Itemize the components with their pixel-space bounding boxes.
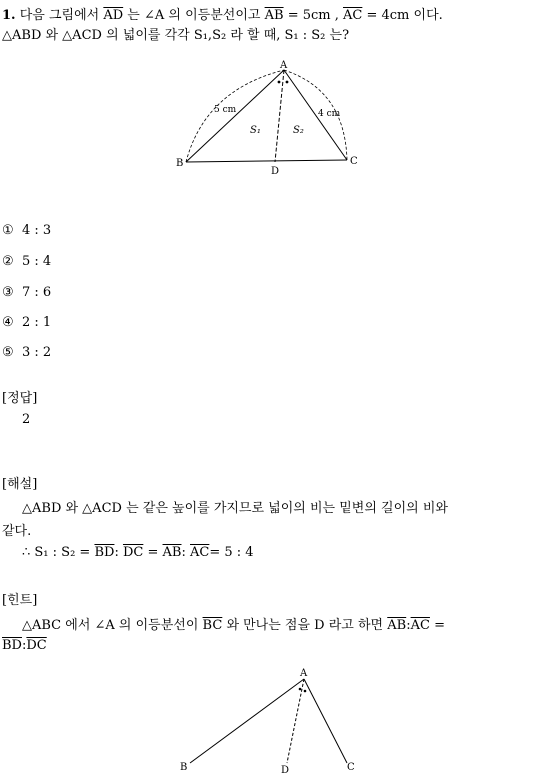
segment-bd: $\overline{BD}$: [94, 545, 115, 560]
problem-text: 다음 그림에서: [19, 8, 100, 23]
choice-text: 5 : 4: [22, 254, 52, 269]
choice-mark: ①: [2, 223, 14, 238]
bisector-ad-2: [287, 679, 304, 763]
segment-bd: $\overline{BD}$: [2, 638, 22, 653]
choice-3[interactable]: [2, 285, 51, 300]
angle-mark: [278, 81, 281, 84]
problem-line-2: △ABD 와 △ACD 의 넓이를 각각 S₁,S₂ 라 할 때, S₁ : S₂ 는?: [2, 28, 350, 43]
hint-line-1: [22, 614, 445, 633]
segment-ab: $\overline{AB}$: [162, 545, 182, 560]
segment-dc: $\overline{DC}$: [122, 545, 144, 560]
angle-mark: [304, 690, 307, 693]
vertex-a-label: A: [280, 60, 288, 71]
explanation-label: [해설]: [2, 477, 38, 492]
segment-ab: $\overline{AB}$: [387, 618, 407, 633]
s2-label: S₂: [293, 125, 304, 136]
choice-mark: ③: [2, 285, 14, 300]
segment-ab: $\overline{AB}$: [264, 8, 284, 23]
segment-dc: $\overline{DC}$: [26, 638, 47, 653]
vertex-c-label: C: [350, 156, 358, 167]
explanation-line-1: △ABD 와 △ACD 는 같은 높이를 가지므로 넓이의 비는 밑변의 길이의 비와: [22, 501, 448, 516]
colon: :: [21, 638, 27, 653]
choice-mark: ②: [2, 254, 14, 269]
angle-mark: [286, 81, 289, 84]
angle-mark: [299, 688, 302, 691]
colon: :: [406, 618, 411, 633]
hint-label: [힌트]: [2, 593, 38, 608]
hint-text: △ABC 에서 ∠A 의 이등분선이: [22, 618, 199, 633]
segment-ad: $\overline{AD}$: [103, 8, 124, 23]
segment-ac: $\overline{AC}$: [343, 8, 363, 23]
explanation-line-2: 같다.: [2, 524, 32, 539]
problem-text: 는 ∠A 의 이등분선이고: [127, 8, 261, 23]
side-ac-2: [304, 679, 347, 763]
explanation-line-3: [22, 545, 254, 560]
choice-mark: ④: [2, 315, 14, 330]
vertex-b-label: B: [176, 158, 184, 169]
vertex-a-label-2: A: [300, 668, 308, 679]
colon: :: [114, 545, 119, 560]
side-ab-2: [190, 679, 304, 763]
problem-text: = 5cm ,: [287, 8, 339, 23]
ac-length-label: 4 cm: [318, 109, 341, 119]
equals: =: [434, 618, 445, 633]
choice-2[interactable]: [2, 254, 51, 269]
choice-text: 4 : 3: [22, 223, 52, 238]
choice-1[interactable]: [2, 223, 51, 238]
problem-number: 1.: [2, 8, 16, 23]
ratio-text: ∴ S₁ : S₂ =: [22, 545, 91, 560]
s1-label: S₁: [250, 125, 261, 136]
side-ab: [186, 70, 284, 162]
bisector-ad: [275, 70, 284, 162]
choice-mark: ⑤: [2, 345, 14, 360]
vertex-b-label-2: B: [180, 762, 188, 773]
choice-text: 2 : 1: [22, 315, 52, 330]
side-bc: [186, 160, 347, 162]
problem-text: = 4cm 이다.: [366, 8, 443, 23]
segment-bc: $\overline{BC}$: [202, 618, 223, 633]
choice-4[interactable]: [2, 315, 51, 330]
hint-text: 와 만나는 점을 D 라고 하면: [226, 618, 384, 633]
choice-text: 7 : 6: [22, 285, 52, 300]
answer-value: 2: [22, 412, 31, 427]
segment-ac: $\overline{AC}$: [190, 545, 210, 560]
segment-ac: $\overline{AC}$: [410, 618, 430, 633]
hint-line-2: [2, 638, 47, 653]
choice-5[interactable]: [2, 345, 51, 360]
vertex-d-label-2: D: [281, 765, 290, 774]
vertex-d-label: D: [271, 166, 280, 177]
choice-text: 3 : 2: [22, 345, 52, 360]
colon: :: [181, 545, 186, 560]
equals: =: [147, 545, 159, 560]
answer-label: [정답]: [2, 391, 38, 406]
vertex-c-label-2: C: [347, 762, 355, 773]
ratio-result: = 5 : 4: [209, 545, 254, 560]
ab-length-label: 5 cm: [214, 105, 237, 115]
